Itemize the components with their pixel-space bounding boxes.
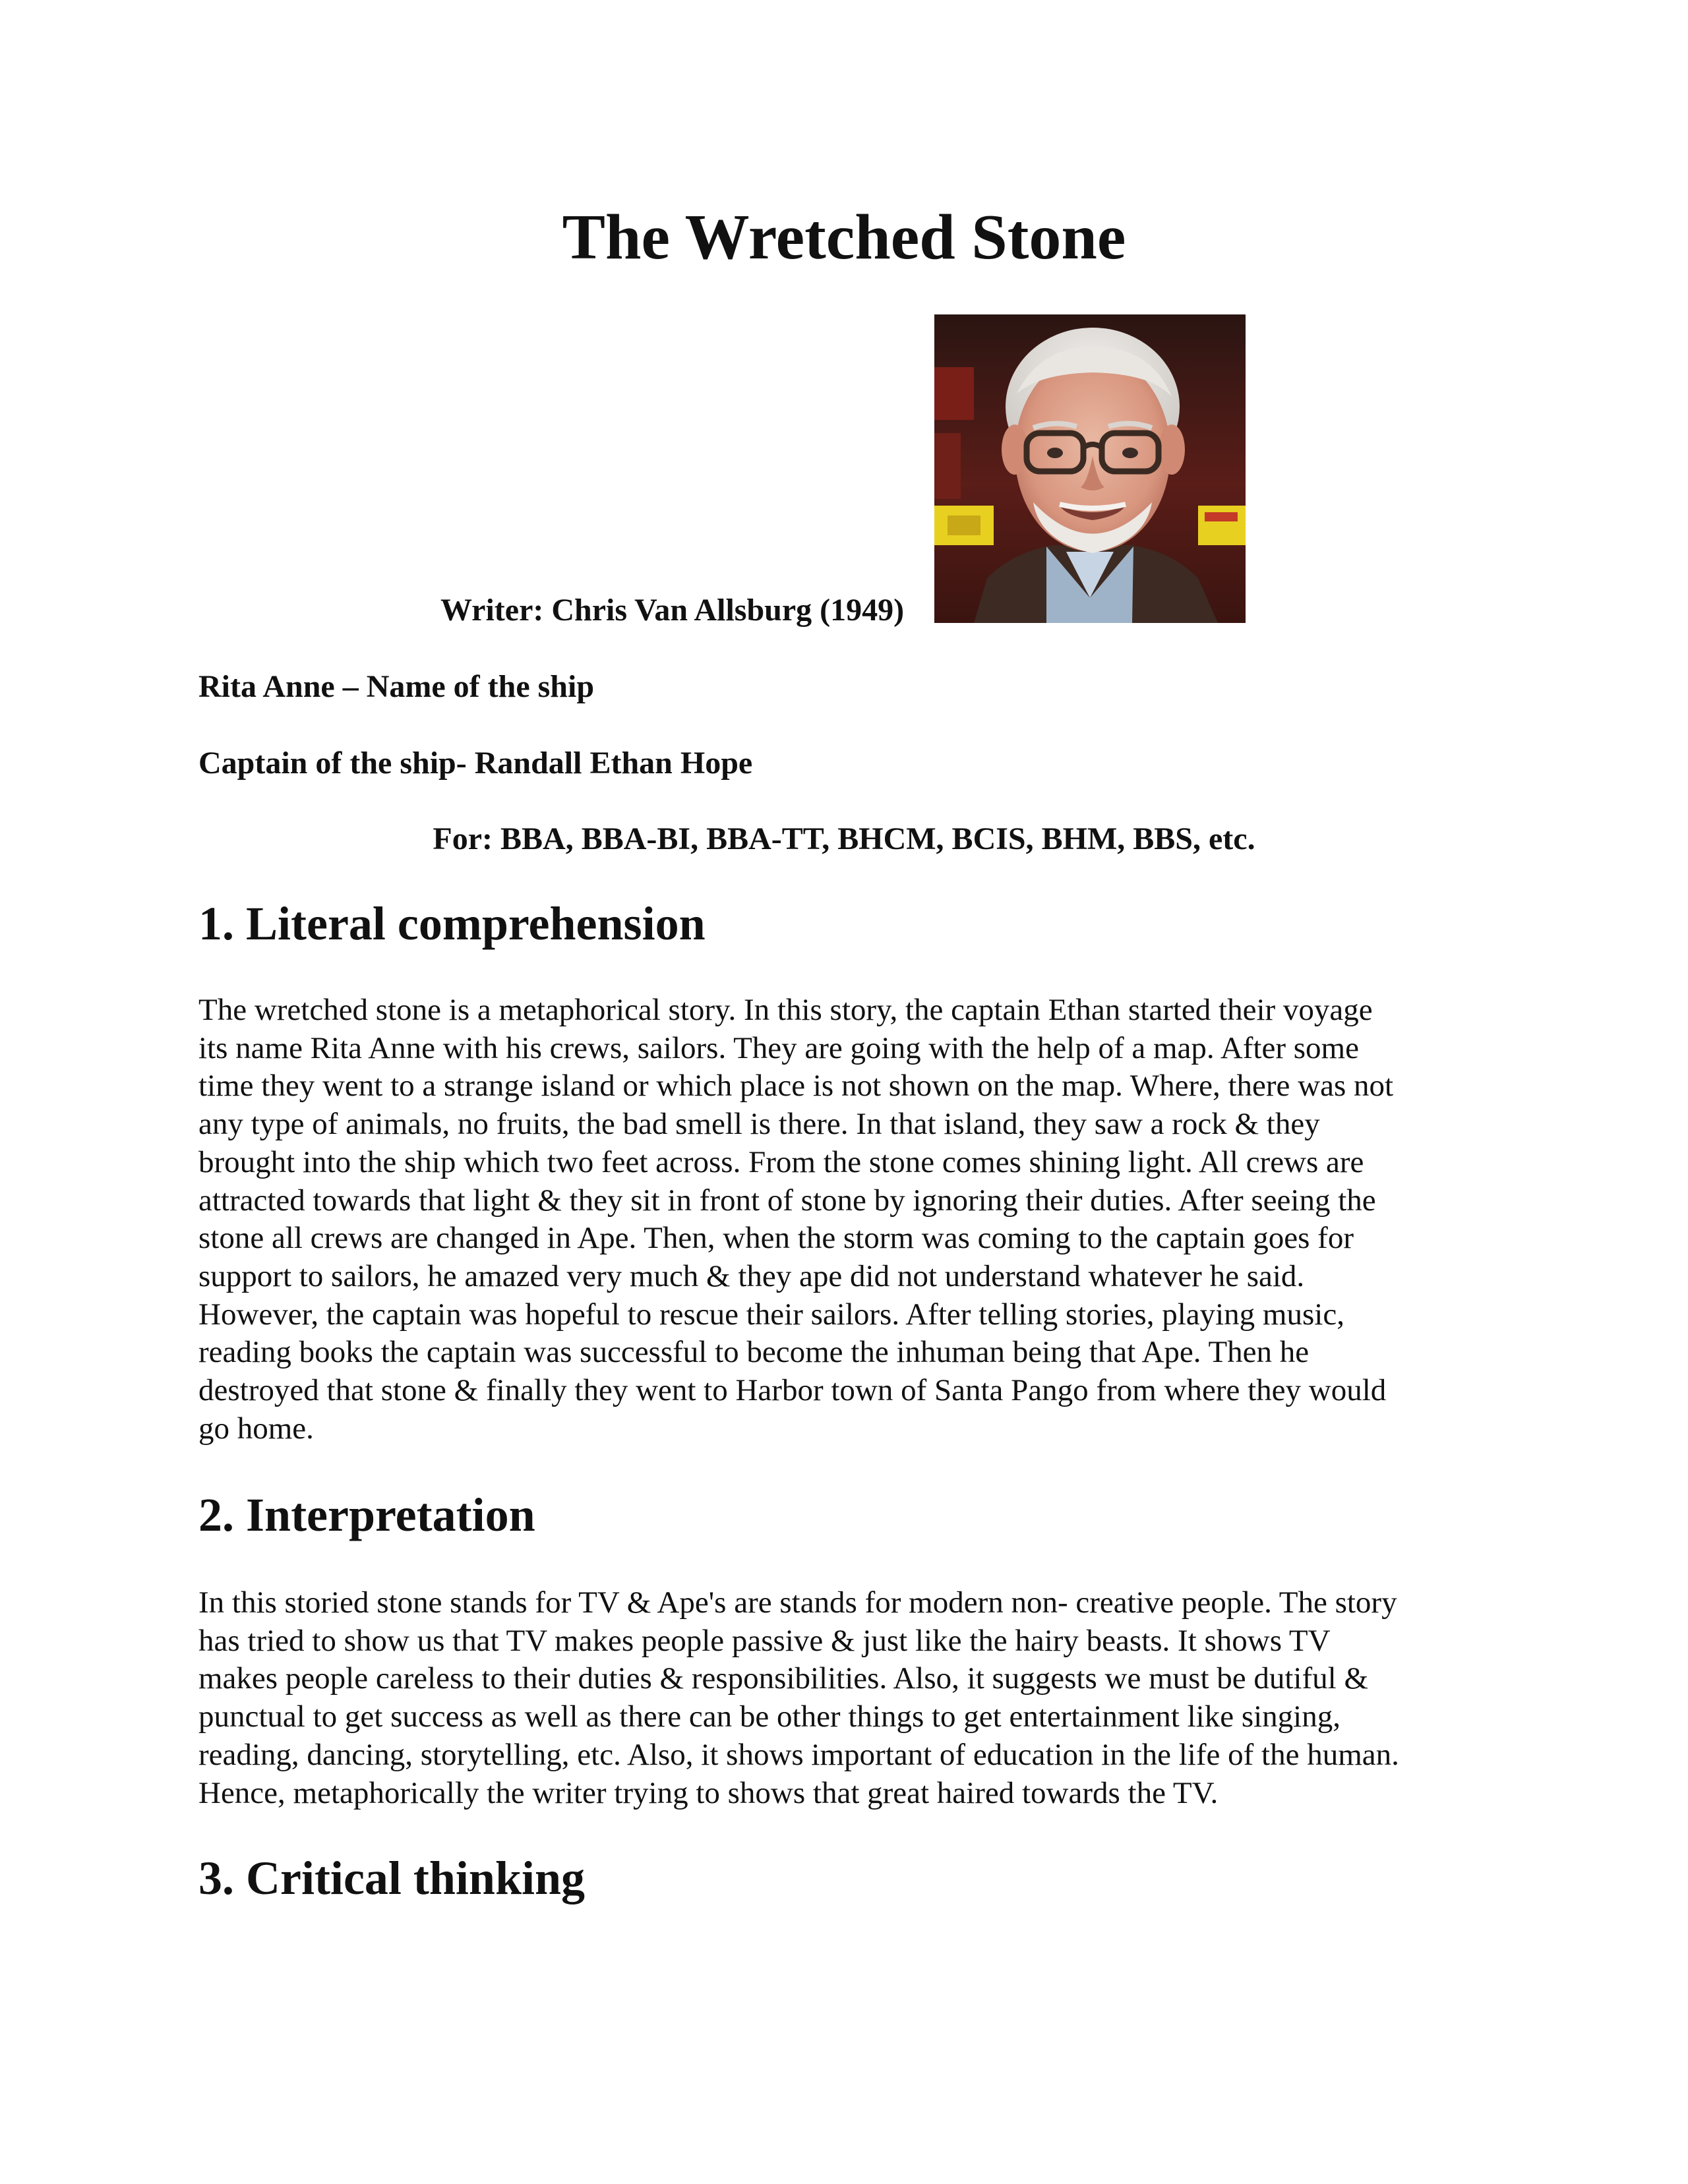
paragraph-line: makes people careless to their duties & responsibilities. Also, it suggests we must be dutiful & [198,1661,1368,1696]
paragraph-line: its name Rita Anne with his crews, sailors. They are going with the help of a map. After some [198,1030,1359,1065]
paragraph-line: any type of animals, no fruits, the bad smell is there. In that island, they saw a rock & they [198,1107,1320,1142]
writer-line: Writer: Chris Van Allsburg (1949) [440,593,905,628]
section-paragraph-interpretation [198,1584,1491,1812]
paragraph-line: In this storied stone stands for TV & Ape's are stands for modern non- creative people. The story [198,1585,1397,1620]
paragraph-line: go home. [198,1411,314,1446]
paragraph-line: reading, dancing, storytelling, etc. Also, it shows important of education in the life of the human. [198,1737,1399,1772]
paragraph-line: punctual to get success as well as there can be other things to get entertainment like singing, [198,1699,1341,1734]
paragraph-line: Hence, metaphorically the writer trying to shows that great haired towards the TV. [198,1775,1219,1810]
paragraph-line: reading books the captain was successful to become the inhuman being that Ape. Then he [198,1335,1310,1370]
paragraph-line: attracted towards that light & they sit in front of stone by ignoring their duties. After seeing the [198,1183,1376,1218]
paragraph-line: has tried to show us that TV makes people passive & just like the hairy beasts. It shows TV [198,1623,1331,1658]
paragraph-line: However, the captain was hopeful to rescue their sailors. After telling stories, playing music, [198,1297,1344,1332]
section-paragraph-literal-comprehension [198,991,1491,1448]
section-heading-critical-thinking: 3. Critical thinking [198,1852,586,1904]
ship-name-line: Rita Anne – Name of the ship [198,669,595,704]
author-portrait-icon [934,314,1246,623]
paragraph-line: destroyed that stone & finally they went to Harbor town of Santa Pango from where they would [198,1373,1387,1408]
paragraph-line: brought into the ship which two feet across. From the stone comes shining light. All crews are [198,1144,1364,1179]
paragraph-line: support to sailors, he amazed very much & they ape did not understand whatever he said. [198,1258,1305,1293]
document-title: The Wretched Stone [562,202,1126,273]
author-portrait-image [934,314,1246,623]
section-heading-interpretation: 2. Interpretation [198,1489,535,1541]
section-heading-literal-comprehension: 1. Literal comprehension [198,897,706,950]
paragraph-line: stone all crews are changed in Ape. Then, when the storm was coming to the captain goes for [198,1221,1354,1256]
for-courses-line: For: BBA, BBA-BI, BBA-TT, BHCM, BCIS, BHM, BBS, etc. [433,821,1255,856]
paragraph-line: The wretched stone is a metaphorical story. In this story, the captain Ethan started their voyage [198,993,1373,1027]
paragraph-line: time they went to a strange island or which place is not shown on the map. Where, there was not [198,1069,1394,1104]
captain-line: Captain of the ship- Randall Ethan Hope [198,746,753,781]
